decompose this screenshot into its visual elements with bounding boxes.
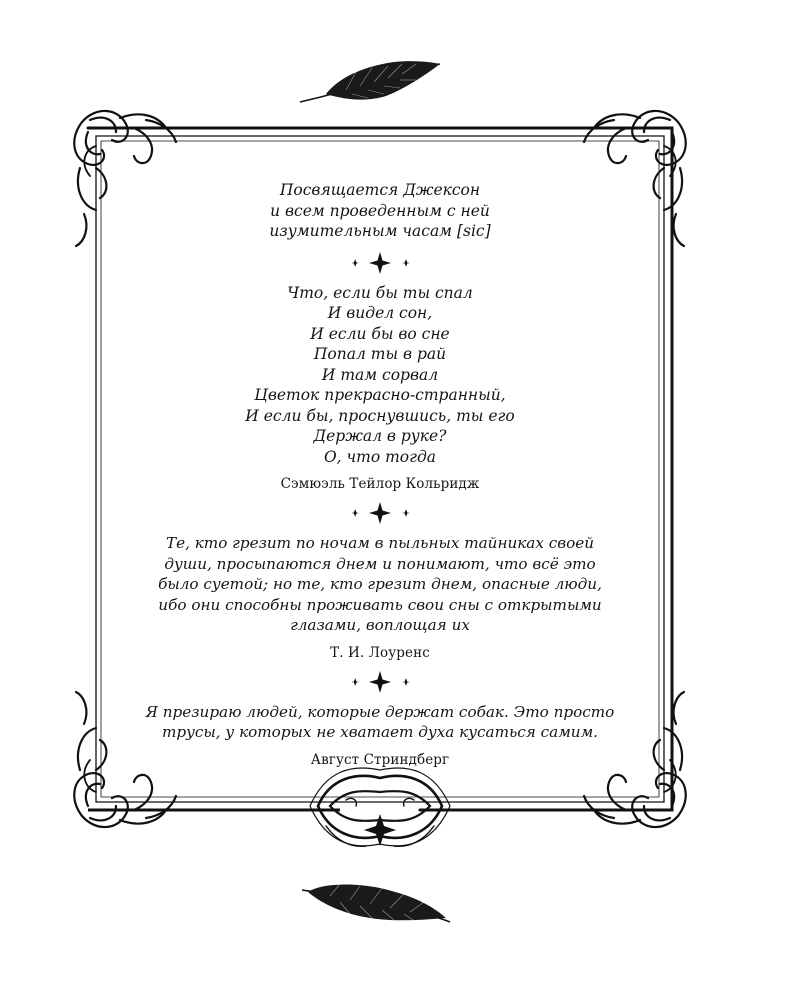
quote-author: Август Стриндберг — [310, 751, 450, 768]
quote-line: И если бы во сне — [310, 324, 450, 343]
quote-coleridge — [110, 283, 650, 468]
quote-author: Сэмюэль Тейлор Кольридж — [280, 476, 480, 492]
quote-line: трусы, у которых не хватает духа кусаться самим. — [161, 723, 599, 741]
quote-line: Я презираю людей, которые держат собак. Это просто — [145, 702, 615, 721]
quote-lawrence — [110, 533, 650, 636]
three-stars-icon — [110, 502, 650, 524]
feather-icon — [300, 880, 452, 930]
page-content — [110, 180, 650, 768]
quote-line: Что, если бы ты спал — [287, 283, 473, 302]
quote-line: души, просыпаются днем и понимают, что всё это — [164, 554, 596, 573]
feather-icon — [296, 58, 444, 108]
quote-line: И видел сон, — [327, 304, 433, 322]
quote-line: Держал в руке? — [313, 427, 447, 445]
quote-line: глазами, воплощая их — [290, 616, 470, 634]
dedication-line: изумительным часам [sic] — [269, 222, 491, 240]
quote-strindberg — [110, 702, 650, 743]
quote-line: И если бы, проснувшись, ты его — [245, 406, 515, 425]
quote-line: Те, кто грезит по ночам в пыльных тайниках своей — [165, 534, 595, 552]
quote-line: Попал ты в рай — [313, 345, 447, 363]
quote-line: О, что тогда — [323, 447, 437, 466]
dedication-line: Посвящается Джексон — [279, 181, 481, 199]
cartouche-star-icon — [364, 814, 396, 846]
three-stars-icon — [110, 671, 650, 693]
quote-line: Цветок прекрасно-странный, — [254, 386, 506, 404]
quote-line: ибо они способны проживать свои сны с открытыми — [158, 595, 602, 614]
three-stars-icon — [110, 252, 650, 274]
dedication — [110, 180, 650, 242]
quote-line: И там сорвал — [321, 365, 439, 384]
quote-author: Т. И. Лоуренс — [330, 644, 430, 661]
dedication-line: и всем проведенным с ней — [270, 201, 490, 220]
quote-line: было суетой; но те, кто грезит днем, опасные люди, — [158, 575, 602, 593]
